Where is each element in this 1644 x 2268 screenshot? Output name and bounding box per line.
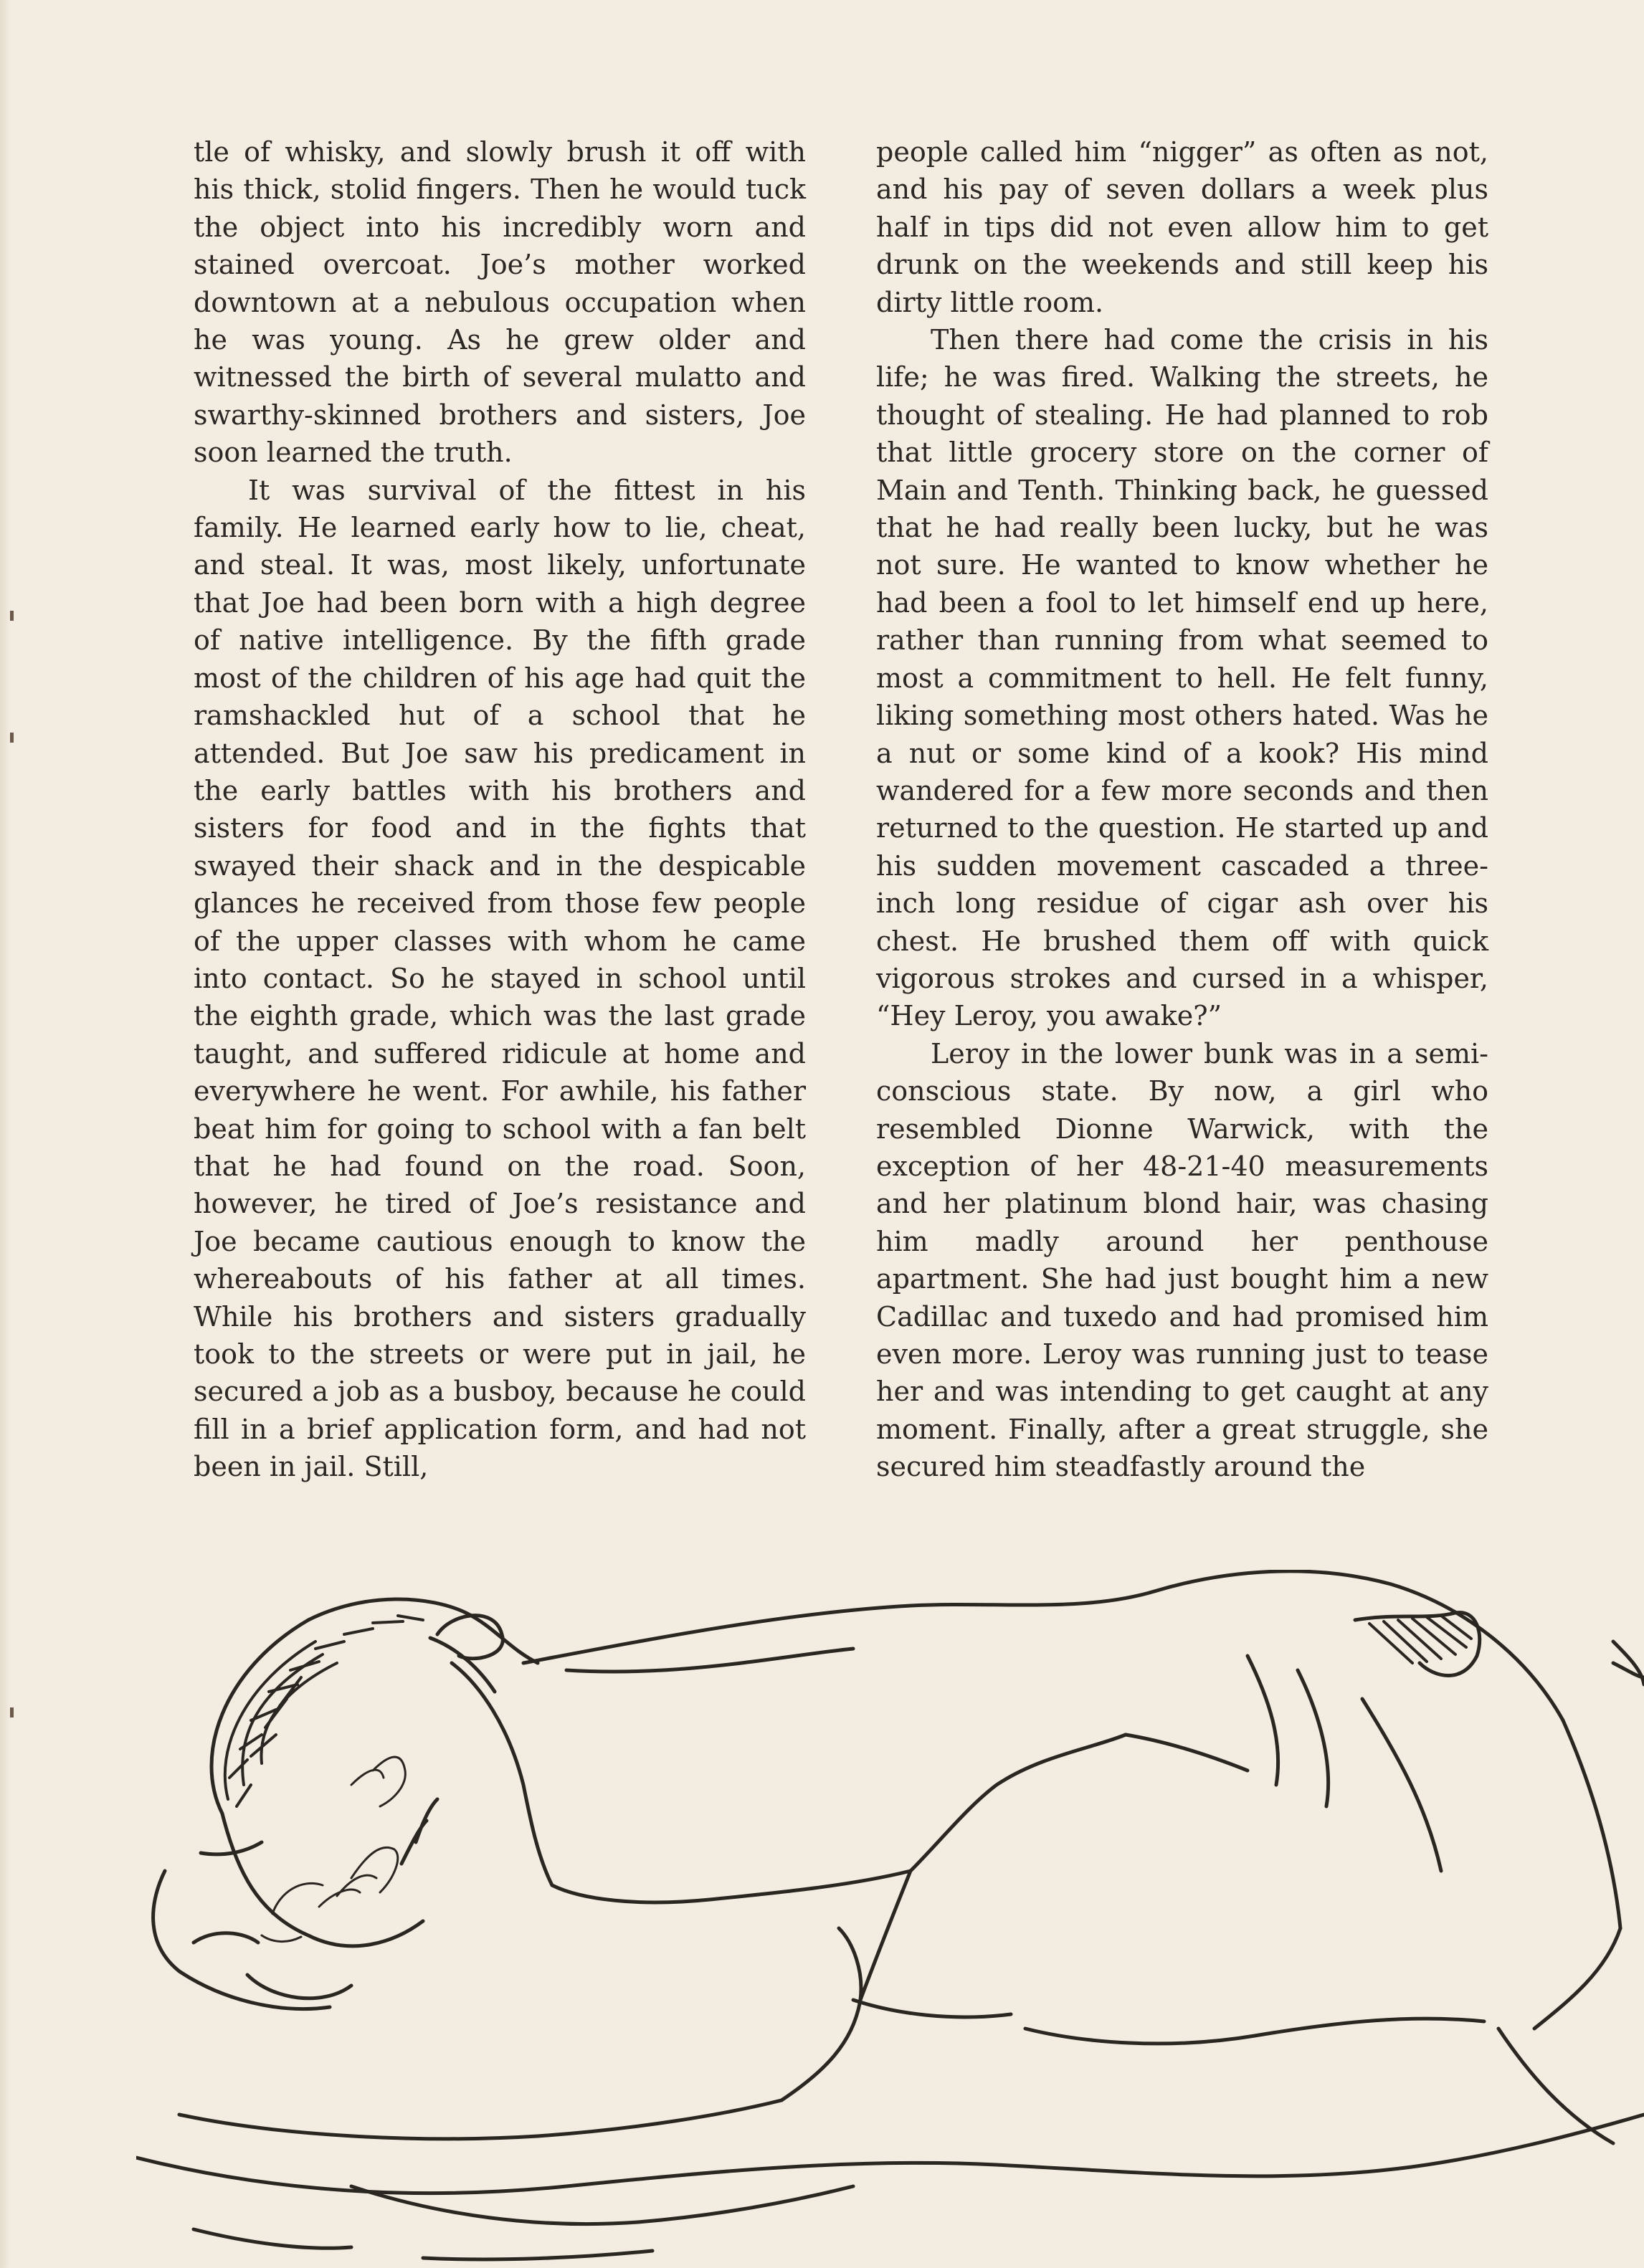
right-column bbox=[876, 133, 1488, 1486]
binding-mark bbox=[10, 733, 14, 743]
left-paragraph-2: It was survival of the fittest in his family. He learned early how to lie, cheat, and steal. It was, most likely, unfortunate that Joe had been born with a high degree of native intelligence. By the fifth grade most of the children of his age had quit the ramshackled hut of a school that he attended. But Joe saw his predicament in the early battles with his brothers and sisters for food and in the fights that swayed their shack and in the despicable glances he received from those few people of the upper classes with whom he came into contact. So he stayed in school until the eighth grade, which was the last grade taught, and suffered ridicule at home and everywhere he went. For awhile, his father beat him for going to school with a fan belt that he had found on the road. Soon, however, he tired of Joe’s resistance and Joe became cautious enough to know the whereabouts of his father at all times. While his brothers and sisters gradually took to the streets or were put in jail, he secured a job as a busboy, because he could fill in a brief application form, and had not been in jail. Still, bbox=[194, 474, 806, 1483]
left-column bbox=[194, 133, 806, 1486]
binding-mark bbox=[10, 611, 14, 621]
binding-mark bbox=[10, 1707, 14, 1717]
left-paragraph-1: tle of whisky, and slowly brush it off with his thick, stolid fingers. Then he would tuck the object into his incredibly worn and stained overcoat. Joe’s mother worked downtown at a nebulous occupation when he was young. As he grew older and witnessed the birth of several mulatto and swarthy-skinned brothers and sisters, Joe soon learned the truth. bbox=[194, 136, 806, 469]
right-paragraph-3: Leroy in the lower bunk was in a semi-conscious state. By now, a girl who resembled Dionne Warwick, with the exception of her 48-21-40 measurements and her platinum blond hair, was chasing him madly around her penthouse apartment. She had just bought him a new Cadillac and tuxedo and had promised him even more. Leroy was running just to tease her and was intending to get caught at any moment. Finally, after a great struggle, she secured him steadfastly around the bbox=[876, 1037, 1488, 1483]
right-paragraph-1: people called him “nigger” as often as not, and his pay of seven dollars a week plus half in tips did not even allow him to get drunk on the weekends and still keep his dirty little room. bbox=[876, 136, 1488, 318]
sleeping-man-illustration-icon bbox=[136, 1570, 1644, 2268]
page-edge-shadow bbox=[0, 0, 10, 2268]
right-paragraph-2: Then there had come the crisis in his life; he was fired. Walking the streets, he thought of stealing. He had planned to rob that little grocery store on the corner of Main and Tenth. Thinking back, he guessed that he had really been lucky, but he was not sure. He wanted to know whether he had been a fool to let himself end up here, rather than running from what seemed to most a commitment to hell. He felt funny, liking something most others hated. Was he a nut or some kind of a kook? His mind wandered for a few more seconds and then returned to the question. He started up and his sudden movement cascaded a three-inch long residue of cigar ash over his chest. He brushed them off with quick vigorous strokes and cursed in a whisper, “Hey Leroy, you awake?” bbox=[876, 324, 1488, 1032]
